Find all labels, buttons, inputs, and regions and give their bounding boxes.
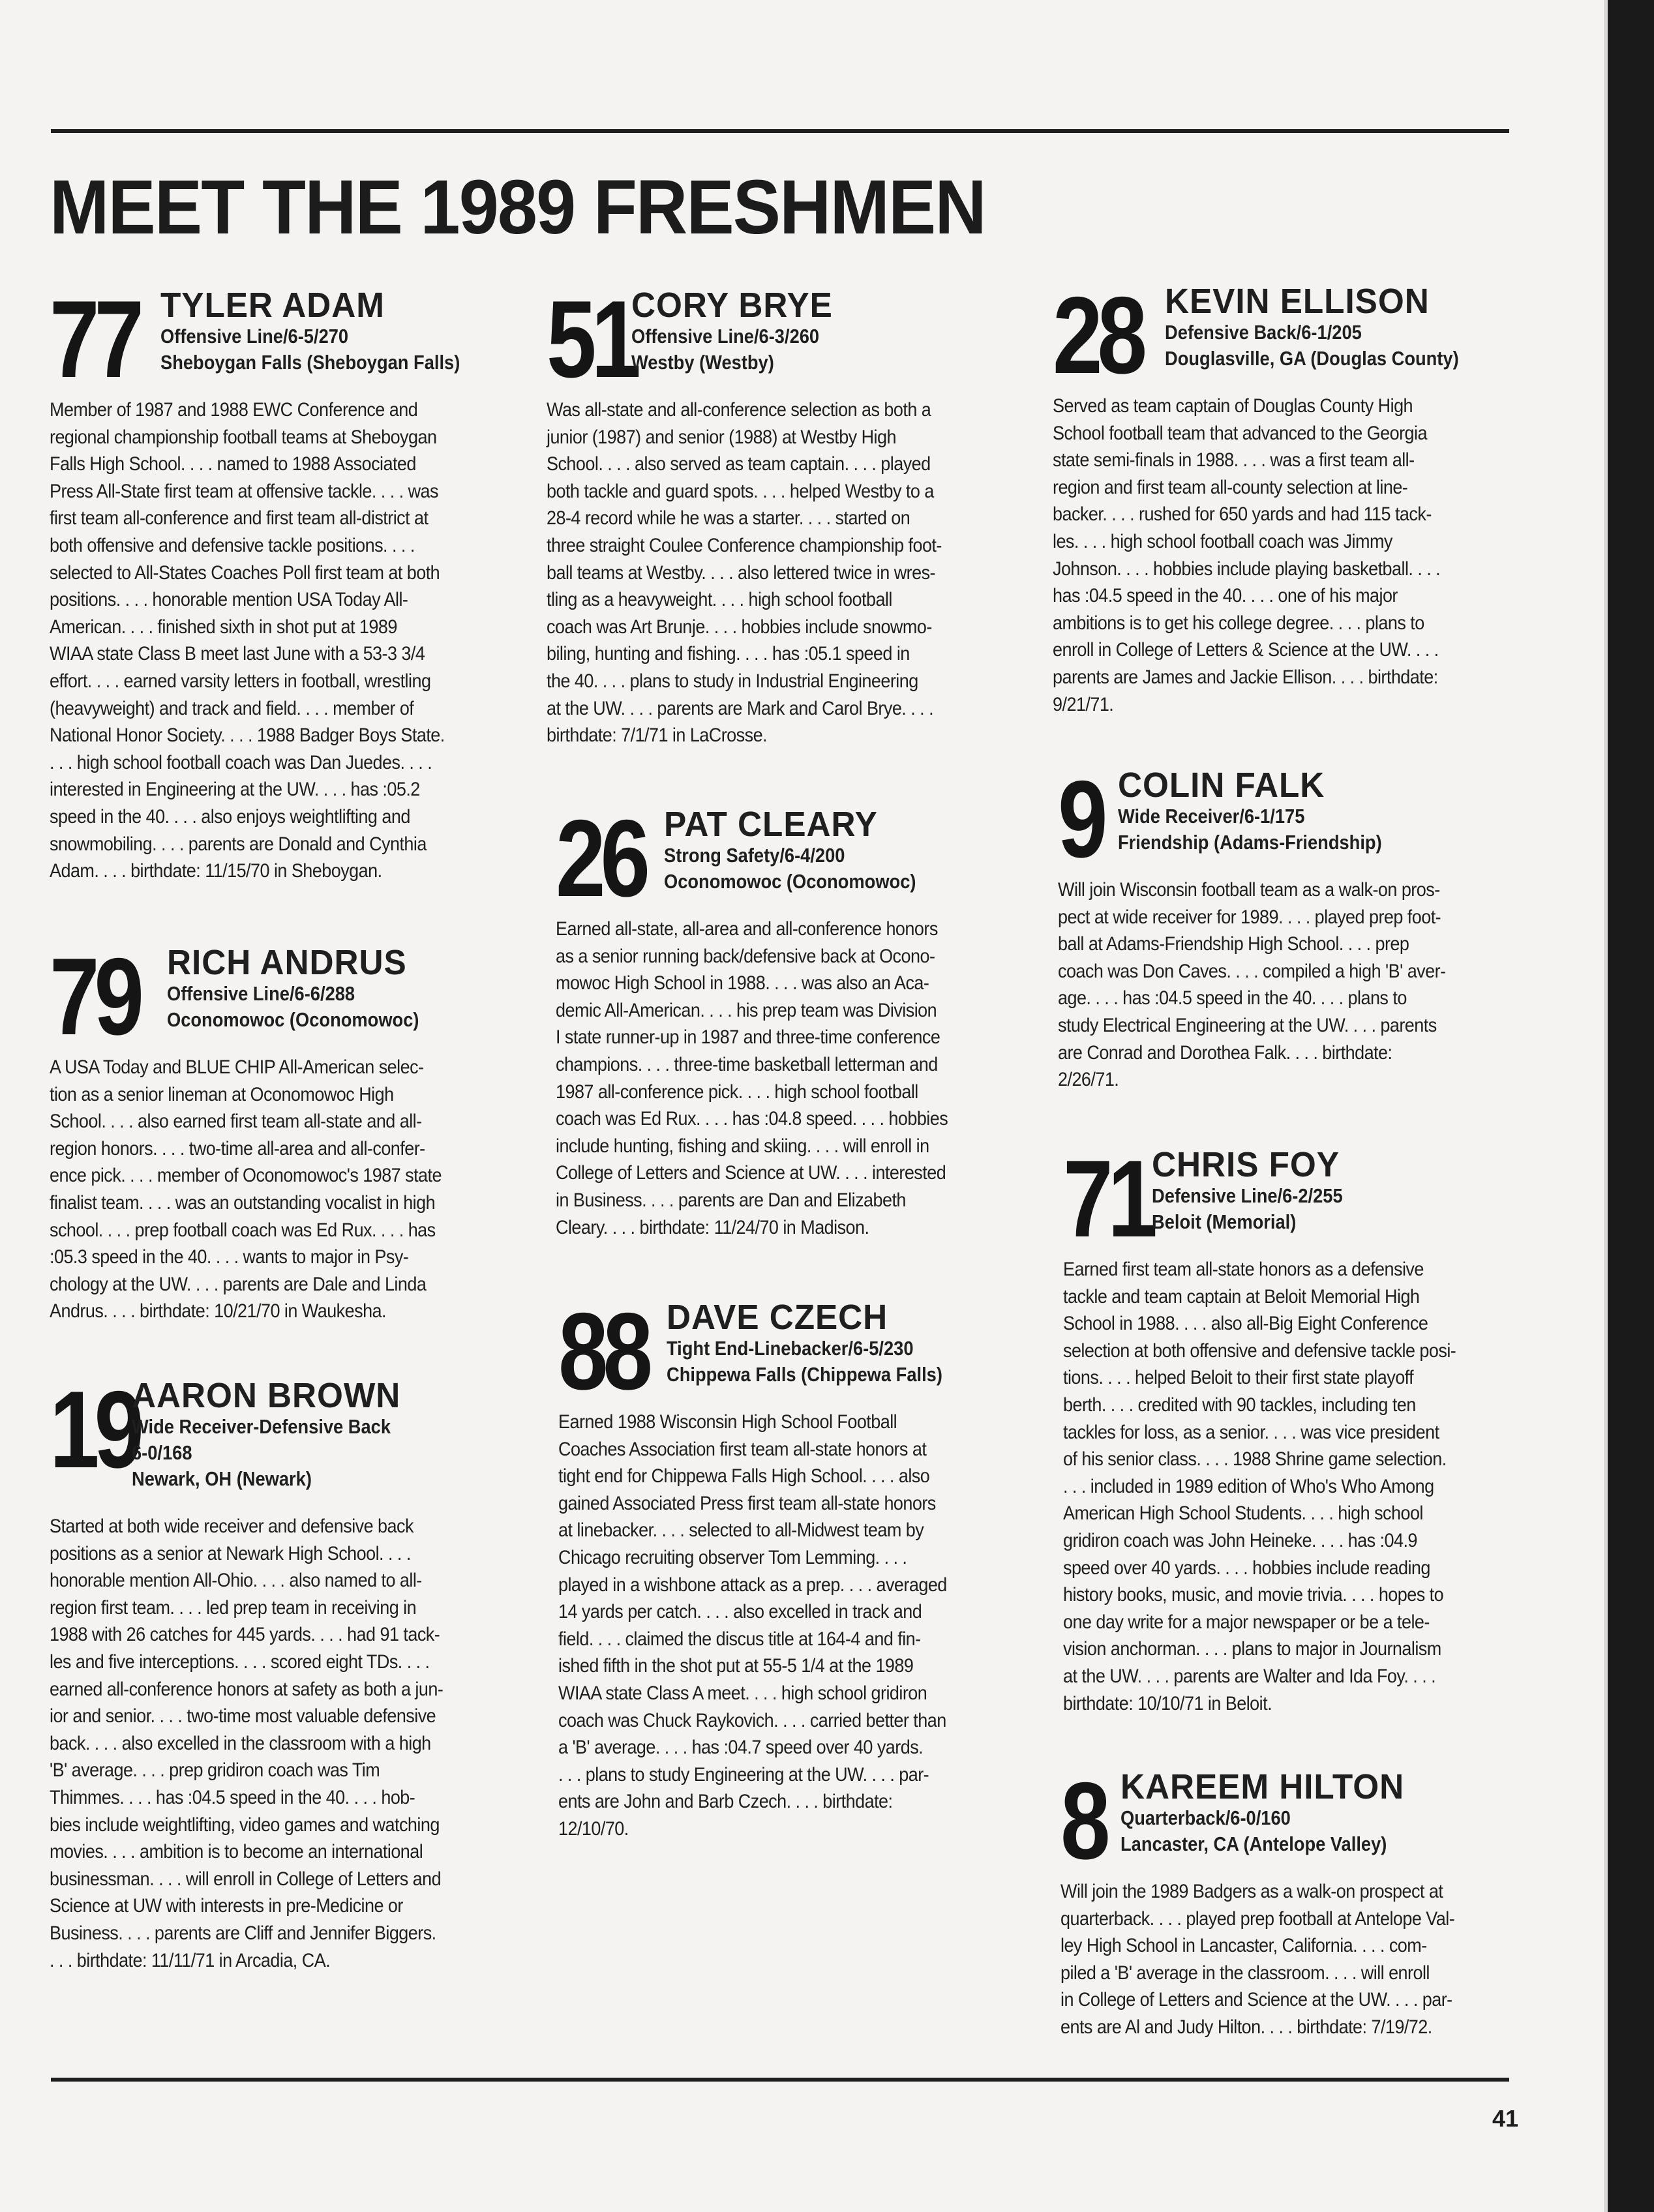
player-name: CORY BRYE: [631, 286, 833, 325]
bio-line: 'B' average. . . . prep gridiron coach was Tim: [50, 1759, 380, 1782]
player-hometown: Oconomowoc (Oconomowoc): [664, 870, 916, 893]
bio-line: berth. . . . credited with 90 tackles, including ten: [1063, 1394, 1416, 1416]
bio-line: snowmobiling. . . . parents are Donald and Cynthia: [50, 833, 427, 855]
bio-line: chology at the UW. . . . parents are Dale and Linda: [50, 1273, 427, 1295]
player-name: KEVIN ELLISON: [1165, 282, 1430, 321]
bio-line: ley High School in Lancaster, California. . . . com-: [1060, 1935, 1427, 1957]
player-name: PAT CLEARY: [664, 805, 878, 844]
bio-line: champions. . . . three-time basketball letterman and: [556, 1053, 938, 1075]
top-rule: [51, 129, 1509, 133]
player-position: Wide Receiver-Defensive Back: [132, 1415, 391, 1438]
bio-text: [547, 396, 1016, 749]
bio-line: 28-4 record while he was a starter. . . . started on: [547, 507, 910, 530]
bio-text: [50, 396, 519, 885]
player-position: Tight End-Linebacker/6-5/230: [667, 1337, 914, 1360]
bio-line: enroll in College of Letters & Science at the UW. . . .: [1053, 639, 1439, 661]
jersey-number: 8: [1060, 1759, 1105, 1882]
bio-line: College of Letters and Science at UW. . . . interested: [556, 1162, 946, 1184]
bio-line: Thimmes. . . . has :04.5 speed in the 40. . . . hob-: [50, 1786, 415, 1808]
bio-line: parents are James and Jackie Ellison. . . . birthdate:: [1053, 666, 1438, 688]
player-position: Wide Receiver/6-1/175: [1118, 805, 1305, 828]
jersey-number: 19: [50, 1368, 139, 1491]
bio-line: backer. . . . rushed for 650 yards and had 115 tack-: [1053, 503, 1432, 526]
bio-line: ball teams at Westby. . . . also lettered twice in wres-: [547, 561, 935, 584]
bio-line: in College of Letters and Science at the UW. . . . par-: [1060, 1989, 1452, 2011]
bio-line: ents are Al and Judy Hilton. . . . birthdate: 7/19/72.: [1060, 2016, 1432, 2038]
player-hometown: Douglasville, GA (Douglas County): [1165, 347, 1459, 370]
bio-line: I state runner-up in 1987 and three-time conference: [556, 1026, 940, 1049]
bio-line: American High School Students. . . . high school: [1063, 1502, 1423, 1525]
jersey-number: 51: [547, 278, 636, 400]
player-position: Offensive Line/6-6/288: [167, 982, 355, 1005]
bio-text: [50, 1054, 519, 1325]
player-position: Offensive Line/6-3/260: [631, 325, 820, 348]
bio-line: tling as a heavyweight. . . . high school football: [547, 589, 892, 611]
player-hometown: Newark, OH (Newark): [132, 1467, 312, 1490]
player-bio-kareem-hilton: [1060, 1759, 1530, 2041]
bio-line: ence pick. . . . member of Oconomowoc's 1987 state: [50, 1165, 442, 1187]
bio-line: ior and senior. . . . two-time most valuable defensive: [50, 1705, 436, 1727]
player-hometown: Friendship (Adams-Friendship): [1118, 831, 1382, 854]
bio-line: in Business. . . . parents are Dan and Elizabeth: [556, 1189, 906, 1211]
jersey-number: 26: [556, 797, 645, 919]
bio-line: regional championship football teams at Sheboygan: [50, 426, 437, 448]
bio-text: [1058, 876, 1527, 1094]
player-name: COLIN FALK: [1118, 766, 1325, 805]
bio-line: include hunting, fishing and skiing. . . . will enroll in: [556, 1135, 929, 1157]
bio-line: Business. . . . parents are Cliff and Jennifer Biggers.: [50, 1922, 436, 1944]
bio-line: Started at both wide receiver and defensive back: [50, 1516, 414, 1537]
bio-line: region first team. . . . led prep team in receiving in: [50, 1596, 417, 1619]
player-position: Offensive Line/6-5/270: [160, 325, 349, 348]
bio-line: earned all-conference honors at safety as both a jun-: [50, 1678, 444, 1700]
bio-line: region and first team all-county selection at line-: [1053, 476, 1408, 498]
bio-line: coach was Ed Rux. . . . has :04.8 speed. . . . hobbies: [556, 1108, 948, 1130]
bio-line: pect at wide receiver for 1989. . . . played prep foot-: [1058, 906, 1441, 928]
bio-line: (heavyweight) and track and field. . . . member of: [50, 697, 414, 719]
bio-line: coach was Art Brunje. . . . hobbies include snowmo-: [547, 616, 932, 638]
jersey-number: 28: [1053, 274, 1142, 396]
bio-line: . . . birthdate: 11/11/71 in Arcadia, CA.: [50, 1949, 331, 1971]
bio-line: School football team that advanced to the Georgia: [1053, 422, 1427, 444]
bio-line: 12/10/70.: [558, 1817, 629, 1840]
bio-line: Chicago recruiting observer Tom Lemming. . . .: [558, 1546, 907, 1568]
player-hometown: Chippewa Falls (Chippewa Falls): [667, 1363, 942, 1386]
jersey-number: 79: [50, 935, 139, 1058]
bio-line: junior (1987) and senior (1988) at Westby High: [547, 426, 896, 448]
bio-line: tackle and team captain at Beloit Memorial High: [1063, 1285, 1420, 1308]
player-bio-kevin-ellison: [1053, 274, 1522, 718]
bio-line: selection at both offensive and defensive tackle posi-: [1063, 1339, 1456, 1362]
bio-line: Falls High School. . . . named to 1988 Associated: [50, 453, 416, 475]
player-bio-colin-falk: [1058, 758, 1527, 1094]
bio-line: biling, hunting and fishing. . . . has :05.1 speed in: [547, 643, 910, 665]
player-bio-cory-brye: [547, 278, 1016, 749]
bio-line: back. . . . also excelled in the classroom with a high: [50, 1732, 431, 1754]
player-bio-chris-foy: [1063, 1137, 1533, 1717]
bio-line: one day write for a major newspaper or be a tele-: [1063, 1611, 1430, 1633]
bio-line: American. . . . finished sixth in shot put at 1989: [50, 616, 397, 638]
bio-line: selected to All-States Coaches Poll first team at both: [50, 561, 440, 584]
bio-line: ambitions is to get his college degree. . . . plans to: [1053, 612, 1424, 634]
bio-line: 14 yards per catch. . . . also excelled in track and: [558, 1601, 922, 1623]
bio-line: vision anchorman. . . . plans to major in Journalism: [1063, 1638, 1441, 1660]
player-bio-dave-czech: [558, 1290, 1028, 1843]
player-hometown: Oconomowoc (Oconomowoc): [167, 1008, 419, 1031]
player-name: AARON BROWN: [132, 1376, 401, 1415]
bio-line: positions as a senior at Newark High School. . . .: [50, 1542, 411, 1564]
bio-line: Press All-State first team at offensive tackle. . . . was: [50, 480, 438, 502]
player-bio-pat-cleary: [556, 797, 1025, 1241]
bio-line: region honors. . . . two-time all-area and all-confer-: [50, 1137, 425, 1159]
jersey-number: 88: [558, 1290, 648, 1412]
bio-line: birthdate: 10/10/71 in Beloit.: [1063, 1692, 1272, 1714]
bio-line: School. . . . also served as team captain. . . . played: [547, 453, 931, 475]
player-hometown: Sheboygan Falls (Sheboygan Falls): [160, 351, 460, 374]
player-position: Strong Safety/6-4/200: [664, 844, 845, 867]
bio-text: [1053, 393, 1522, 718]
player-position-size: 6-0/168: [132, 1441, 192, 1464]
bio-line: tions. . . . helped Beloit to their first state playoff: [1063, 1367, 1414, 1389]
bio-line: Member of 1987 and 1988 EWC Conference and: [50, 399, 418, 421]
bio-line: state semi-finals in 1988. . . . was a first team all-: [1053, 449, 1415, 471]
bio-line: ished fifth in the shot put at 55-5 1/4 at the 1989: [558, 1655, 914, 1677]
bio-line: history books, music, and movie trivia. . . . hopes to: [1063, 1584, 1444, 1606]
bio-line: School. . . . also earned first team all-state and all-: [50, 1111, 422, 1133]
bio-line: quarterback. . . . played prep football at Antelope Val-: [1060, 1907, 1455, 1930]
page-heading: MEET THE 1989 FRESHMEN: [50, 164, 985, 250]
bio-line: National Honor Society. . . . 1988 Badger Boys State.: [50, 725, 445, 747]
bio-line: 2/26/71.: [1058, 1069, 1119, 1091]
bio-line: Earned first team all-state honors as a defensive: [1063, 1259, 1424, 1280]
player-position: Defensive Back/6-1/205: [1165, 321, 1362, 344]
bio-text: [1060, 1878, 1530, 2041]
bio-line: at linebacker. . . . selected to all-Midwest team by: [558, 1519, 924, 1542]
player-name: CHRIS FOY: [1152, 1145, 1340, 1184]
bio-line: bies include weightlifting, video games and watching: [50, 1814, 440, 1836]
player-hometown: Beloit (Memorial): [1152, 1210, 1297, 1233]
player-position: Quarterback/6-0/160: [1120, 1806, 1291, 1829]
bio-line: both offensive and defensive tackle positions. . . .: [50, 534, 415, 556]
bio-line: les and five interceptions. . . . scored eight TDs. . . .: [50, 1651, 430, 1673]
bio-line: as a senior running back/defensive back at Ocono-: [556, 945, 935, 967]
bio-line: at the UW. . . . parents are Walter and Ida Foy. . . .: [1063, 1665, 1436, 1687]
bio-line: both tackle and guard spots. . . . helped Westby to a: [547, 480, 934, 502]
bio-line: movies. . . . ambition is to become an international: [50, 1841, 423, 1863]
bio-line: Coaches Association first team all-state honors at: [558, 1438, 927, 1460]
bio-line: positions. . . . honorable mention USA Today All-: [50, 589, 408, 611]
bio-text: [50, 1513, 519, 1974]
bio-line: Cleary. . . . birthdate: 11/24/70 in Madison.: [556, 1216, 869, 1238]
bio-line: a 'B' average. . . . has :04.7 speed over 40 yards.: [558, 1737, 924, 1759]
bio-line: tight end for Chippewa Falls High School. . . . also: [558, 1465, 930, 1487]
bio-line: honorable mention All-Ohio. . . . also named to all-: [50, 1570, 422, 1592]
bottom-rule: [51, 2078, 1509, 2082]
player-position: Defensive Line/6-2/255: [1152, 1184, 1343, 1207]
player-bio-rich-andrus: [50, 935, 519, 1325]
bio-line: . . . high school football coach was Dan Juedes. . . .: [50, 751, 432, 773]
player-name: RICH ANDRUS: [167, 943, 407, 982]
bio-line: coach was Chuck Raykovich. . . . carried better than: [558, 1709, 946, 1731]
bio-line: study Electrical Engineering at the UW. . . . parents: [1058, 1014, 1437, 1036]
bio-line: . . . plans to study Engineering at the UW. . . . par-: [558, 1763, 929, 1786]
bio-text: [558, 1409, 1028, 1843]
bio-line: piled a 'B' average in the classroom. . . . will enroll: [1060, 1962, 1430, 1984]
bio-line: WIAA state Class B meet last June with a 53-3 3/4: [50, 643, 425, 665]
bio-line: speed over 40 yards. . . . hobbies include reading: [1063, 1557, 1430, 1579]
bio-line: Was all-state and all-conference selection as both a: [547, 399, 931, 421]
bio-line: three straight Coulee Conference championship foot-: [547, 534, 942, 556]
player-name: DAVE CZECH: [667, 1298, 888, 1337]
bio-line: tackles for loss, as a senior. . . . was vice president: [1063, 1421, 1439, 1443]
bio-line: interested in Engineering at the UW. . . . has :05.2: [50, 779, 420, 801]
bio-line: field. . . . claimed the discus title at 164-4 and fin-: [558, 1628, 921, 1650]
bio-line: at the UW. . . . parents are Mark and Carol Brye. . . .: [547, 697, 934, 719]
bio-line: . . . included in 1989 edition of Who's Who Among: [1063, 1475, 1434, 1497]
bio-line: businessman. . . . will enroll in College of Letters and: [50, 1868, 442, 1890]
bio-line: the 40. . . . plans to study in Industrial Engineering: [547, 670, 918, 692]
bio-line: gained Associated Press first team all-state honors: [558, 1492, 936, 1514]
player-bio-tyler-adam: [50, 278, 519, 885]
bio-line: has :04.5 speed in the 40. . . . one of his major: [1053, 585, 1398, 607]
bio-line: gridiron coach was John Heineke. . . . has :04.9: [1063, 1529, 1417, 1551]
jersey-number: 77: [50, 278, 139, 400]
bio-text: [556, 916, 1025, 1241]
bio-line: Will join Wisconsin football team as a walk-on pros-: [1058, 879, 1440, 901]
bio-line: are Conrad and Dorothea Falk. . . . birthdate:: [1058, 1041, 1392, 1064]
bio-line: les. . . . high school football coach was Jimmy: [1053, 530, 1392, 552]
bio-line: school. . . . prep football coach was Ed Rux. . . . has: [50, 1219, 436, 1241]
bio-line: demic All-American. . . . his prep team was Division: [556, 999, 937, 1021]
bio-line: finalist team. . . . was an outstanding vocalist in high: [50, 1191, 436, 1214]
bio-line: of his senior class. . . . 1988 Shrine game selection.: [1063, 1448, 1447, 1471]
bio-line: mowoc High School in 1988. . . . was also an Aca-: [556, 972, 929, 994]
bio-line: WIAA state Class A meet. . . . high school gridiron: [558, 1682, 927, 1704]
bio-line: Will join the 1989 Badgers as a walk-on prospect at: [1060, 1881, 1443, 1902]
bio-line: Earned all-state, all-area and all-conference honors: [556, 918, 938, 940]
bio-line: tion as a senior lineman at Oconomowoc High: [50, 1083, 394, 1105]
player-name: KAREEM HILTON: [1120, 1767, 1405, 1806]
bio-line: Johnson. . . . hobbies include playing basketball. . . .: [1053, 558, 1441, 580]
bio-line: coach was Don Caves. . . . compiled a high 'B' aver-: [1058, 960, 1446, 982]
bio-line: first team all-conference and first team all-district at: [50, 507, 429, 530]
player-hometown: Lancaster, CA (Antelope Valley): [1120, 1832, 1387, 1855]
bio-line: age. . . . has :04.5 speed in the 40. . . . plans to: [1058, 987, 1407, 1009]
bio-line: 1987 all-conference pick. . . . high school football: [556, 1081, 918, 1103]
bio-line: Served as team captain of Douglas County High: [1053, 395, 1413, 417]
bio-text: [1063, 1256, 1533, 1717]
bio-line: played in a wishbone attack as a prep. . . . averaged: [558, 1574, 947, 1596]
bio-line: 9/21/71.: [1053, 693, 1114, 715]
jersey-number: 9: [1058, 758, 1103, 880]
bio-line: ents are John and Barb Czech. . . . birthdate:: [558, 1791, 893, 1813]
bio-line: A USA Today and BLUE CHIP All-American selec-: [50, 1056, 424, 1078]
bio-line: ball at Adams-Friendship High School. . . . prep: [1058, 933, 1409, 955]
bio-line: Earned 1988 Wisconsin High School Football: [558, 1411, 897, 1433]
bio-line: birthdate: 7/1/71 in LaCrosse.: [547, 725, 768, 747]
bio-line: 1988 with 26 catches for 445 yards. . . . had 91 tack-: [50, 1624, 440, 1646]
bio-line: :05.3 speed in the 40. . . . wants to major in Psy-: [50, 1246, 409, 1268]
player-hometown: Westby (Westby): [631, 351, 774, 374]
bio-line: effort. . . . earned varsity letters in football, wrestling: [50, 670, 431, 692]
bio-line: speed in the 40. . . . also enjoys weightlifting and: [50, 805, 410, 828]
bio-line: Adam. . . . birthdate: 11/15/70 in Sheboygan.: [50, 860, 382, 882]
page-number: 41: [1492, 2105, 1519, 2132]
player-bio-aaron-brown: [50, 1368, 519, 1974]
bio-line: School in 1988. . . . also all-Big Eight Conference: [1063, 1313, 1428, 1335]
jersey-number: 71: [1063, 1137, 1152, 1260]
player-name: TYLER ADAM: [160, 286, 385, 325]
bio-line: Andrus. . . . birthdate: 10/21/70 in Waukesha.: [50, 1300, 386, 1323]
bio-line: Science at UW with interests in pre-Medicine or: [50, 1895, 403, 1917]
